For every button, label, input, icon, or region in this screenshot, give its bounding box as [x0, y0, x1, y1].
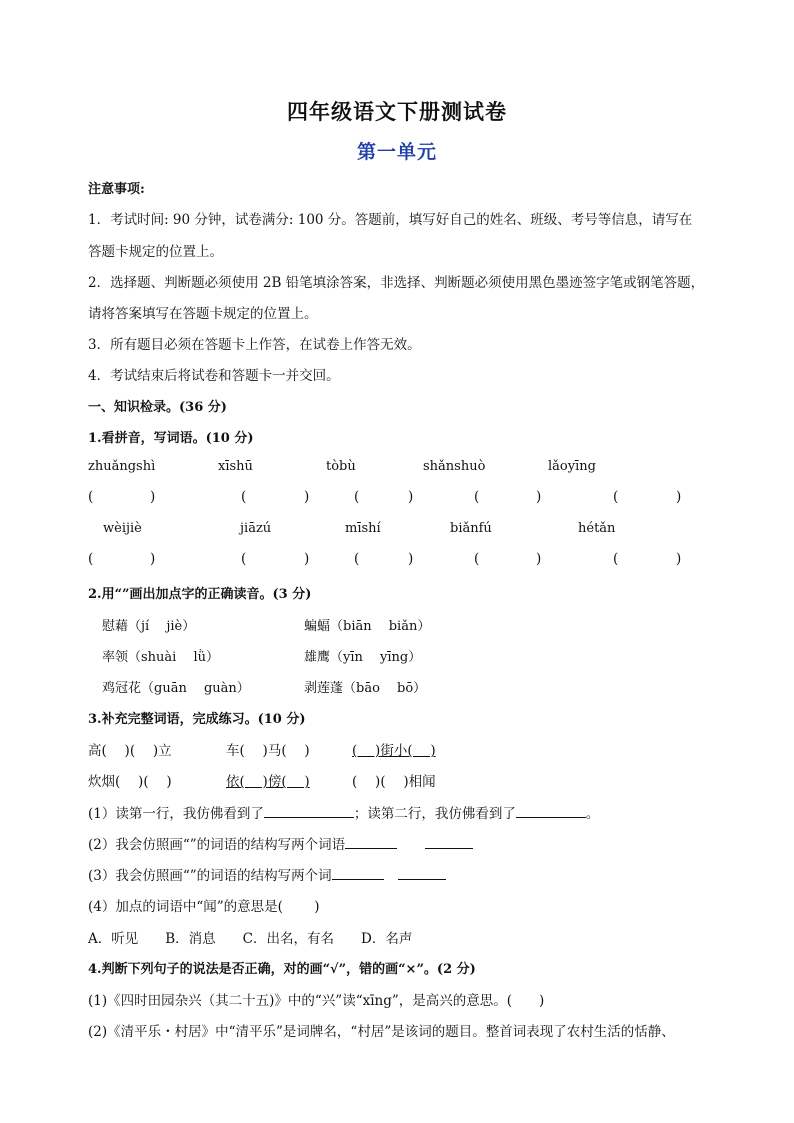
- answer-box-open[interactable]: (: [241, 489, 247, 505]
- answer-box-close: ): [150, 489, 156, 505]
- question-4-heading: 4.判断下列句子的说法是否正确，对的画“√”，错的画“×”。(2 分): [88, 962, 476, 977]
- answer-box-close: ): [408, 489, 414, 505]
- answer-box-open[interactable]: (: [613, 489, 619, 505]
- notice-item-4: 4．考试结束后将试卷和答题卡一并交回。: [88, 368, 340, 384]
- pinyin: biǎnfú: [450, 521, 492, 536]
- answer-blank[interactable]: [345, 834, 397, 849]
- answer-blank[interactable]: [264, 803, 354, 818]
- judgement-item[interactable]: (2)《清平乐・村居》中“清平乐”是词牌名，“村居”是该词的题目。整首词表现了农村生活的恬静、: [88, 1024, 675, 1040]
- sub-question-1-text-b: ；读第二行，我仿佛看到了: [353, 806, 516, 822]
- sub-question-2: [88, 833, 473, 853]
- answer-box-close: ): [536, 551, 542, 567]
- sub-question-3: [88, 864, 446, 884]
- notice-item-1-cont: 答题卡规定的位置上。: [88, 244, 223, 260]
- question-2-heading: 2.用“”画出加点字的正确读音。(3 分): [88, 587, 312, 602]
- notice-heading: 注意事项:: [88, 182, 145, 197]
- question-1-heading: 1.看拼音，写词语。(10 分): [88, 431, 254, 446]
- answer-box-open[interactable]: (: [474, 551, 480, 567]
- idiom-fill[interactable]: 炊烟( )( ): [88, 774, 172, 790]
- notice-item-2-cont: 请将答案填写在答题卡规定的位置上。: [88, 306, 318, 322]
- answer-blank[interactable]: [516, 803, 586, 818]
- pronunciation-item[interactable]: 剥莲蓬（bāo bō）: [304, 681, 427, 696]
- notice-item-1: 1．考试时间: 90 分钟，试卷满分: 100 分。答题前，填写好自己的姓名、班级、考号等信息，请写在: [88, 212, 693, 228]
- pinyin: hétǎn: [578, 521, 616, 536]
- answer-box-close: ): [676, 551, 682, 567]
- answer-blank[interactable]: [398, 865, 446, 880]
- pinyin: wèijiè: [103, 521, 142, 536]
- answer-box-open[interactable]: (: [241, 551, 247, 567]
- pronunciation-item[interactable]: 慰藉（jí jiè）: [102, 619, 196, 634]
- pronunciation-item[interactable]: 率领（shuài lǜ）: [102, 650, 219, 665]
- pinyin: jiāzú: [240, 521, 272, 536]
- answer-box-close: ): [304, 551, 310, 567]
- sub-question-3-text: (3）我会仿照画“”的词语的结构写两个词: [88, 868, 332, 884]
- pronunciation-item[interactable]: 鸡冠花（guān guàn）: [102, 681, 250, 696]
- answer-box-open[interactable]: (: [88, 489, 94, 505]
- pinyin: zhuǎngshì: [88, 459, 156, 474]
- idiom-fill-underlined[interactable]: 依( )傍( ): [226, 774, 310, 790]
- pinyin: tòbù: [326, 459, 356, 474]
- answer-blank[interactable]: [425, 834, 473, 849]
- page-title: 四年级语文下册测试卷: [287, 99, 507, 124]
- answer-box-open[interactable]: (: [88, 551, 94, 567]
- idiom-fill[interactable]: 高( )( )立: [88, 743, 172, 759]
- pinyin: shǎnshuò: [423, 459, 486, 474]
- pronunciation-item[interactable]: 雄鹰（yīn yīng）: [304, 650, 422, 665]
- answer-blank[interactable]: [332, 865, 384, 880]
- idiom-fill[interactable]: ( )( )相闻: [352, 774, 436, 790]
- answer-box-close: ): [304, 489, 310, 505]
- sub-question-1-text-c: 。: [585, 806, 600, 822]
- sub-question-4[interactable]: (4）加点的词语中“闻”的意思是( ): [88, 899, 320, 915]
- answer-box-close: ): [408, 551, 414, 567]
- answer-box-close: ): [536, 489, 542, 505]
- pronunciation-item[interactable]: 蝙蝠（biān biǎn）: [304, 619, 431, 634]
- section-heading: 一、知识检录。(36 分): [88, 400, 227, 415]
- answer-box-open[interactable]: (: [354, 551, 360, 567]
- pinyin: lǎoyīng: [548, 459, 596, 474]
- answer-box-open[interactable]: (: [474, 489, 480, 505]
- sub-question-1-text-a: (1）读第一行，我仿佛看到了: [88, 806, 264, 822]
- answer-options[interactable]: A．听见 B．消息 C．出名，有名 D．名声: [88, 931, 413, 947]
- unit-subtitle: 第一单元: [356, 141, 437, 163]
- idiom-fill-underlined[interactable]: ( )街小( ): [352, 743, 436, 759]
- answer-box-close: ): [150, 551, 156, 567]
- answer-box-open[interactable]: (: [613, 551, 619, 567]
- judgement-item[interactable]: (1)《四时田园杂兴（其二十五)》中的“兴”读“xīng”，是高兴的意思。( ): [88, 993, 545, 1009]
- sub-question-2-text: (2）我会仿照画“”的词语的结构写两个词语: [88, 837, 346, 853]
- answer-box-close: ): [676, 489, 682, 505]
- idiom-fill[interactable]: 车( )马( ): [226, 743, 310, 759]
- notice-item-2: 2．选择题、判断题必须使用 2B 铅笔填涂答案，非选择、判断题必须使用黑色墨迹签字笔或钢笔答题，: [88, 275, 705, 291]
- pinyin: xīshū: [218, 459, 253, 474]
- pinyin: mīshí: [345, 521, 381, 536]
- notice-item-3: 3．所有题目必须在答题卡上作答，在试卷上作答无效。: [88, 337, 421, 353]
- sub-question-1: [88, 802, 599, 822]
- question-3-heading: 3.补充完整词语，完成练习。(10 分): [88, 712, 306, 727]
- answer-box-open[interactable]: (: [354, 489, 360, 505]
